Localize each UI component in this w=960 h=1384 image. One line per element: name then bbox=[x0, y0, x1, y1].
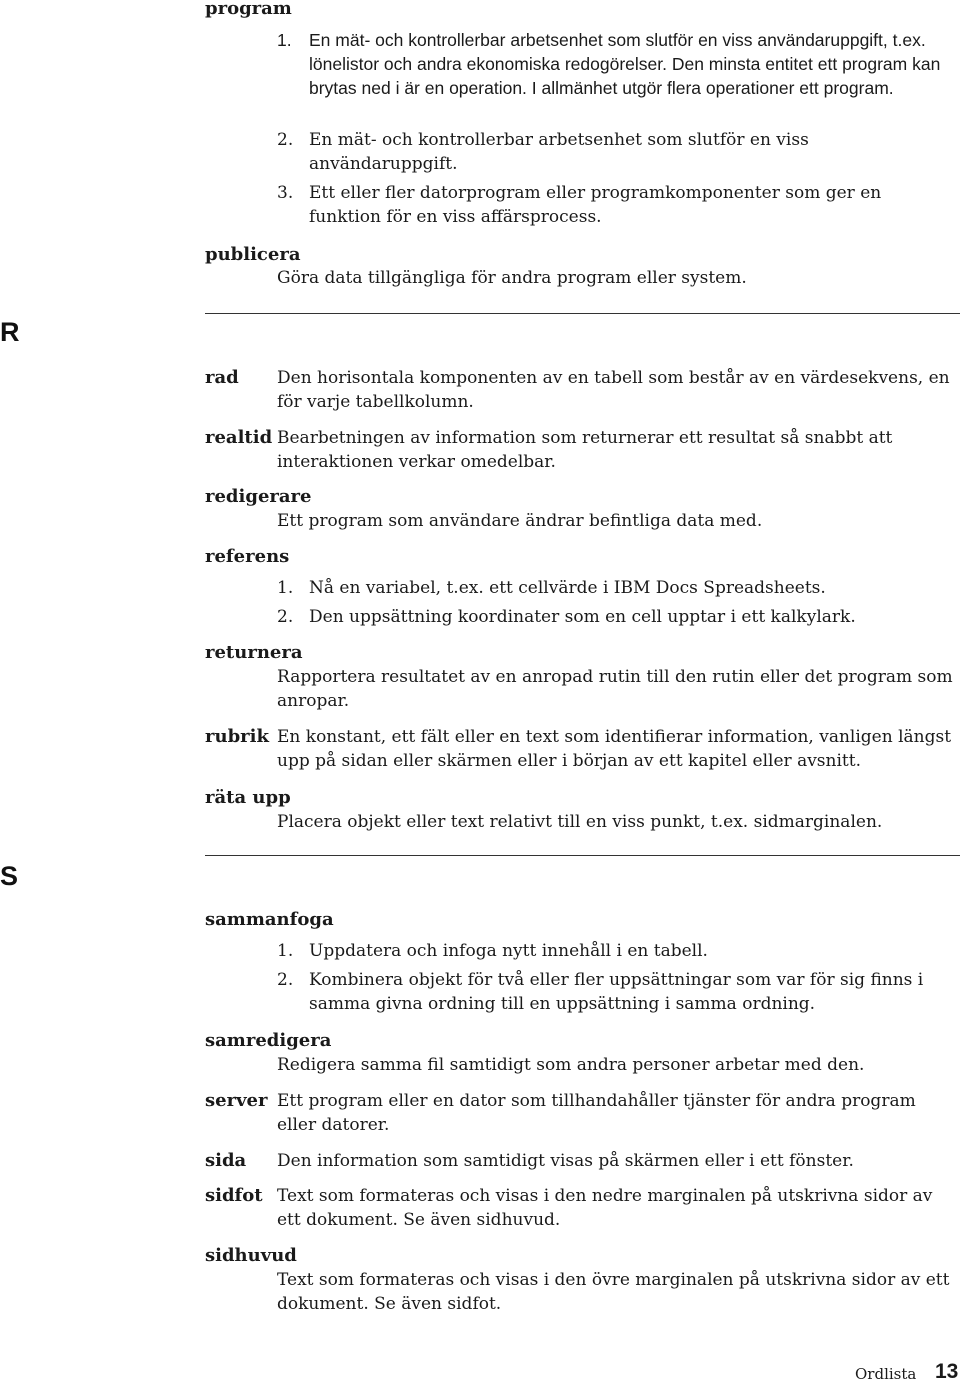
term-rata-upp: räta upp bbox=[205, 787, 291, 808]
term-redigerare: redigerare bbox=[205, 486, 312, 507]
sammanfoga-item-1 bbox=[277, 939, 957, 963]
def-returnera: Rapportera resultatet av en anropad rutin till den rutin eller det program som anropar. bbox=[277, 667, 953, 711]
def-sidhuvud: Text som formateras och visas i den övre marginalen på utskrivna sidor av ett dokument. Se även sidfot. bbox=[277, 1270, 950, 1314]
def-sidfot: Text som formateras och visas i den nedre marginalen på utskrivna sidor av ett dokument. Se även sidhuvud. bbox=[277, 1186, 933, 1230]
def-server: Ett program eller en dator som tillhandahåller tjänster för andra program eller datorer. bbox=[277, 1091, 916, 1135]
referens-item-1 bbox=[277, 576, 957, 600]
term-samredigera: samredigera bbox=[205, 1030, 332, 1051]
sammanfoga-item-2 bbox=[277, 968, 957, 1016]
item-text: Uppdatera och infoga nytt innehåll i en tabell. bbox=[309, 941, 708, 961]
term-server: server bbox=[205, 1090, 268, 1111]
section-letter-r: R bbox=[0, 317, 20, 347]
item-number: 2. bbox=[277, 970, 294, 990]
term-sidhuvud: sidhuvud bbox=[205, 1245, 297, 1266]
def-sida: Den information som samtidigt visas på skärmen eller i ett fönster. bbox=[277, 1151, 854, 1171]
term-rubrik: rubrik bbox=[205, 726, 269, 747]
def-publicera: Göra data tillgängliga för andra program eller system. bbox=[277, 268, 747, 288]
referens-item-2 bbox=[277, 605, 957, 629]
program-item-1 bbox=[277, 28, 957, 124]
item-number: 2. bbox=[277, 130, 294, 150]
def-realtid: Bearbetningen av information som returnerar ett resultat så snabbt att interaktionen verkar omedelbar. bbox=[277, 428, 893, 472]
item-text: En mät- och kontrollerbar arbetsenhet som slutför en viss användaruppgift, t.ex. lönelistor och andra ekonomiska redogörelser. Den minsta entitet ett program kan brytas ned i är en operation. I allmänhet utgör flera operationer ett program. bbox=[309, 30, 941, 98]
def-rad: Den horisontala komponenten av en tabell som består av en värdesekvens, en för varje tabellkolumn. bbox=[277, 368, 950, 412]
term-realtid: realtid bbox=[205, 427, 273, 448]
item-number: 1. bbox=[277, 30, 292, 50]
item-number: 1. bbox=[277, 941, 294, 961]
item-text: Kombinera objekt för två eller fler uppsättningar som var för sig finns i samma givna ordning till en uppsättning i samma ordning. bbox=[309, 970, 924, 1014]
program-item-3 bbox=[277, 181, 957, 229]
item-text: Nå en variabel, t.ex. ett cellvärde i IBM Docs Spreadsheets. bbox=[309, 578, 826, 598]
footer-page-number: 13 bbox=[935, 1360, 959, 1383]
def-samredigera: Redigera samma fil samtidigt som andra personer arbetar med den. bbox=[277, 1055, 865, 1075]
def-rata-upp: Placera objekt eller text relativt till en viss punkt, t.ex. sidmarginalen. bbox=[277, 812, 883, 832]
term-returnera: returnera bbox=[205, 642, 303, 663]
term-publicera: publicera bbox=[205, 244, 301, 265]
program-item-2 bbox=[277, 128, 957, 176]
term-sidfot: sidfot bbox=[205, 1185, 263, 1206]
section-letter-s: S bbox=[0, 861, 19, 891]
def-rubrik: En konstant, ett fält eller en text som identifierar information, vanligen längst upp på sidan eller skärmen eller i början av ett kapitel eller avsnitt. bbox=[277, 727, 952, 771]
term-referens: referens bbox=[205, 546, 290, 567]
term-sammanfoga: sammanfoga bbox=[205, 909, 334, 930]
item-text: Ett eller fler datorprogram eller programkomponenter som ger en funktion för en viss affärsprocess. bbox=[309, 183, 882, 227]
section-rule-r bbox=[205, 313, 960, 314]
item-number: 2. bbox=[277, 607, 294, 627]
item-number: 3. bbox=[277, 183, 294, 203]
term-sida: sida bbox=[205, 1150, 247, 1171]
item-text: Den uppsättning koordinater som en cell upptar i ett kalkylark. bbox=[309, 607, 856, 627]
item-number: 1. bbox=[277, 578, 294, 598]
term-rad: rad bbox=[205, 367, 239, 388]
def-redigerare: Ett program som användare ändrar befintliga data med. bbox=[277, 511, 763, 531]
item-text: En mät- och kontrollerbar arbetsenhet som slutför en viss användaruppgift. bbox=[309, 130, 809, 174]
section-rule-s bbox=[205, 855, 960, 856]
footer-section-label: Ordlista bbox=[855, 1365, 917, 1383]
term-program: program bbox=[205, 0, 292, 19]
